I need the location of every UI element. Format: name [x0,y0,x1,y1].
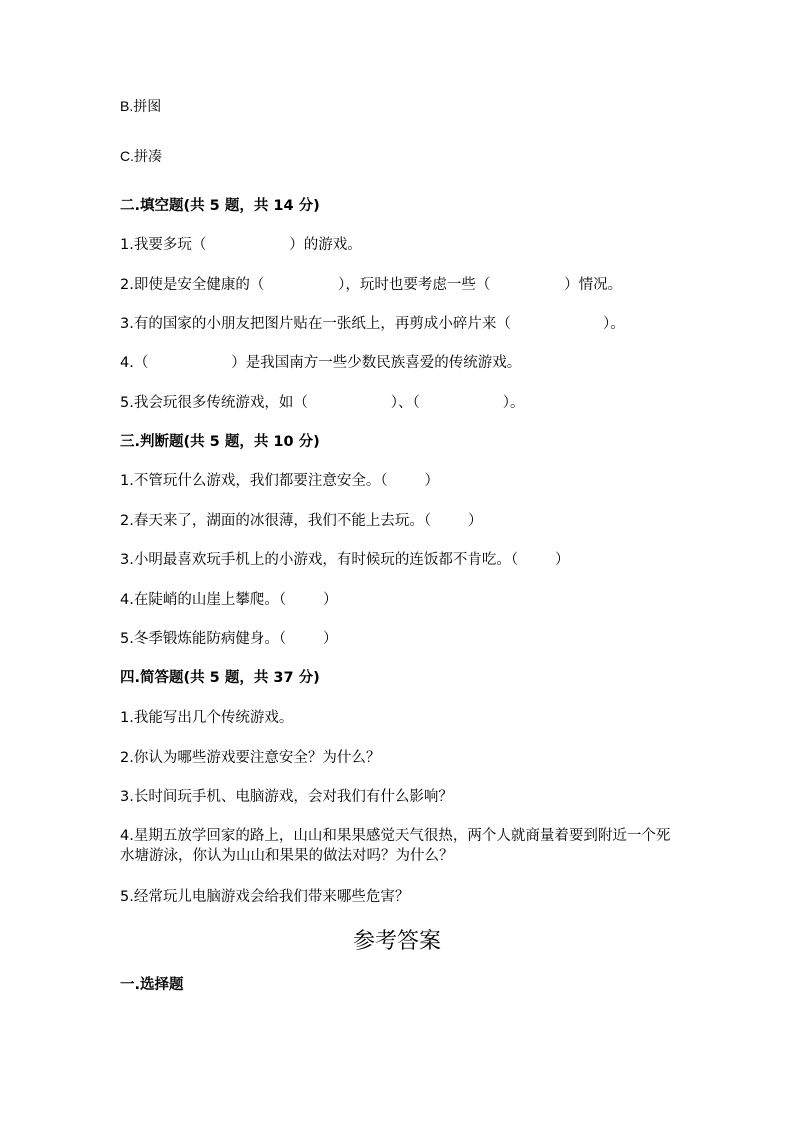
answer-key-title: 参考答案 [352,929,441,954]
short-answer-item-3: 3.长时间玩手机、电脑游戏，会对我们有什么影响？ [120,789,453,805]
option-b: B.拼图 [120,98,162,114]
answer-section-1-heading: 一.选择题 [120,977,184,993]
short-answer-item-5: 5.经常玩儿电脑游戏会给我们带来哪些危害？ [120,889,410,905]
fill-blank-item-2: 2.即使是安全健康的（ ），玩时也要考虑一些（ ）情况。 [120,277,623,293]
section-3-heading: 三.判断题(共 5 题，共 10 分) [120,434,320,450]
fill-blank-item-4: 4.（ ）是我国南方一些少数民族喜爱的传统游戏。 [120,355,522,371]
judge-item-1: 1.不管玩什么游戏，我们都要注意安全。（ ） [120,473,439,489]
section-2-heading: 二.填空题(共 5 题，共 14 分) [120,198,320,214]
judge-item-5: 5.冬季锻炼能防病健身。（ ） [120,631,338,647]
judge-item-3: 3.小明最喜欢玩手机上的小游戏，有时候玩的连饭都不肯吃。（ ） [120,552,570,568]
fill-blank-item-3: 3.有的国家的小朋友把图片贴在一张纸上，再剪成小碎片来（ ）。 [120,316,625,332]
judge-item-2: 2.春天来了，湖面的冰很薄，我们不能上去玩。（ ） [120,513,483,529]
fill-blank-item-1: 1.我要多玩（ ）的游戏。 [120,237,362,253]
fill-blank-item-5: 5.我会玩很多传统游戏，如（ ）、（ ）。 [120,395,525,411]
short-answer-item-1: 1.我能写出几个传统游戏。 [120,710,294,726]
section-4-heading: 四.简答题(共 5 题，共 37 分) [120,670,320,686]
option-c: C.拼凑 [120,148,162,164]
short-answer-item-4: 4.星期五放学回家的路上，山山和果果感觉天气很热，两个人就商量着要到附近一个死水塘游泳，你认为山山和果果的做法对吗？为什么？ [120,828,671,864]
short-answer-item-2: 2.你认为哪些游戏要注意安全？为什么？ [120,750,381,766]
judge-item-4: 4.在陡峭的山崖上攀爬。（ ） [120,592,338,608]
